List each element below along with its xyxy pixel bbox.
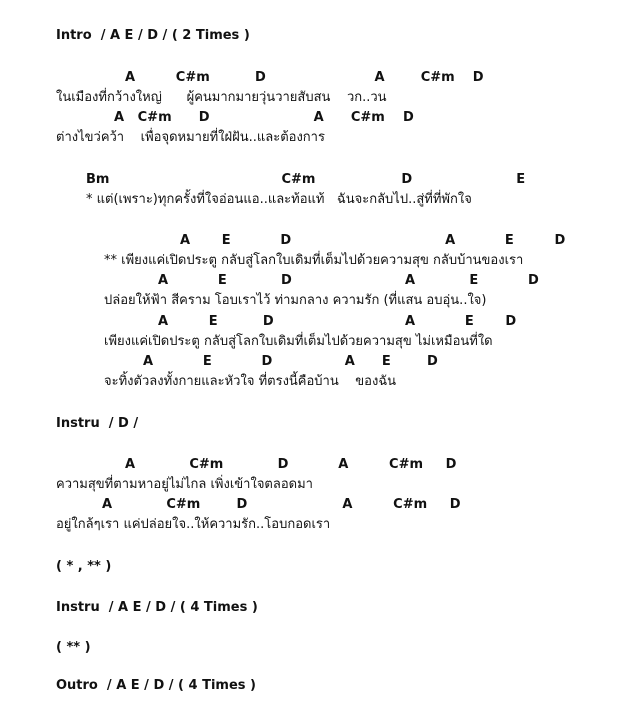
- lyric-line: * แต่(เพราะ)ทุกครั้งที่ใจอ่อนแอ..และท้อแท้ ฉันจะกลับไป..สู่ที่ที่พักใจ: [86, 192, 472, 207]
- intro-line: Intro / A E / D / ( 2 Times ): [56, 28, 250, 43]
- chord-line: Bm C#m D E: [86, 172, 526, 187]
- chord-line: A C#m D A C#m D: [102, 497, 461, 512]
- chord-line: A E D A E D: [158, 314, 517, 329]
- lyric-line: ** เพียงแค่เปิดประตู กลับสู่โลกใบเดิมที่เต็มไปด้วยความสุข กลับบ้านของเรา: [104, 253, 524, 268]
- repeat-line: ( * , ** ): [56, 559, 112, 574]
- lyric-line: ความสุขที่ตามหาอยู่ไม่ไกล เพิ่งเข้าใจตลอดมา: [56, 477, 313, 492]
- chord-line: A E D A E D: [180, 233, 566, 248]
- lyric-line: จะทิ้งตัวลงทั้งกายและหัวใจ ที่ตรงนี้คือบ้าน ของฉัน: [104, 374, 397, 389]
- outro-line: Outro / A E / D / ( 4 Times ): [56, 678, 256, 693]
- lyric-line: ในเมืองที่กว้างใหญ่ ผู้คนมากมายวุ่นวายสับสน วก..วน: [56, 90, 387, 105]
- lyric-line: ต่างไขว่คว้า เพื่อจุดหมายที่ใฝ่ฝัน..และต้องการ: [56, 130, 325, 145]
- chord-line: A E D A E D: [143, 354, 438, 369]
- chord-line: A C#m D A C#m D: [114, 110, 414, 125]
- repeat-line: ( ** ): [56, 640, 91, 655]
- instru-line: Instru / A E / D / ( 4 Times ): [56, 600, 258, 615]
- lyric-line: เพียงแค่เปิดประตู กลับสู่โลกใบเดิมที่เต็มไปด้วยความสุข ไม่เหมือนที่ใด: [104, 334, 493, 349]
- chord-line: A C#m D A C#m D: [125, 70, 484, 85]
- chord-line: A C#m D A C#m D: [125, 457, 457, 472]
- chord-line: A E D A E D: [158, 273, 539, 288]
- lyric-line: อยู่ใกล้ๆเรา แค่ปล่อยใจ..ให้ความรัก..โอบกอดเรา: [56, 517, 331, 532]
- lyric-line: ปล่อยให้ฟ้า สีคราม โอบเราไว้ ท่ามกลาง ความรัก (ที่แสน อบอุ่น..ใจ): [104, 293, 487, 308]
- instru-line: Instru / D /: [56, 416, 139, 431]
